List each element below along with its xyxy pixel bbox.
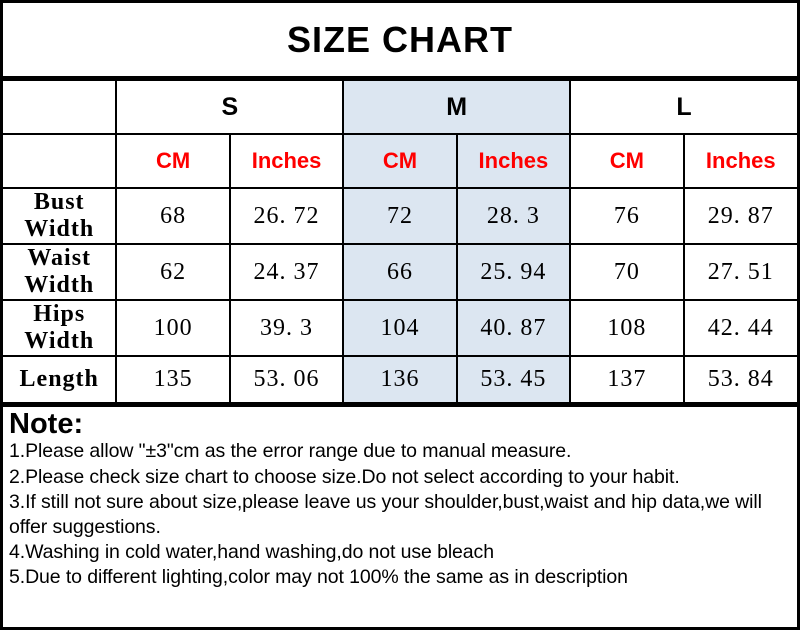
waist-m-cm: 66 xyxy=(343,244,456,300)
page-title: SIZE CHART xyxy=(287,18,513,60)
row-label-waist-width: Waist Width xyxy=(3,244,116,300)
length-l-cm: 137 xyxy=(570,356,683,403)
table-row xyxy=(3,300,797,356)
unit-header-row xyxy=(3,134,797,188)
bust-m-inches: 28. 3 xyxy=(457,188,570,244)
hips-s-inches: 39. 3 xyxy=(230,300,343,356)
note-line-1: 1.Please allow "±3"cm as the error range due to manual measure. xyxy=(9,440,572,463)
unit-l-inches: Inches xyxy=(684,134,797,188)
table-row xyxy=(3,188,797,244)
unit-m-inches: Inches xyxy=(457,134,570,188)
bust-m-cm: 72 xyxy=(343,188,456,244)
hips-m-inches: 40. 87 xyxy=(457,300,570,356)
note-line-5: 5.Due to different lighting,color may not 100% the same as in description xyxy=(9,566,628,589)
waist-m-inches: 25. 94 xyxy=(457,244,570,300)
length-m-cm: 136 xyxy=(343,356,456,403)
note-line-2: 2.Please check size chart to choose size.Do not select according to your habit. xyxy=(9,465,680,488)
unit-m-cm: CM xyxy=(343,134,456,188)
unit-l-cm: CM xyxy=(570,134,683,188)
hips-l-inches: 42. 44 xyxy=(684,300,797,356)
size-header-row xyxy=(3,80,797,134)
waist-l-inches: 27. 51 xyxy=(684,244,797,300)
size-chart-table xyxy=(3,79,797,404)
title-bar xyxy=(3,3,797,79)
unit-row-label xyxy=(3,134,116,188)
row-label-bust-width: Bust Width xyxy=(3,188,116,244)
unit-s-cm: CM xyxy=(116,134,229,188)
length-s-cm: 135 xyxy=(116,356,229,403)
note-line-4: 4.Washing in cold water,hand washing,do not use bleach xyxy=(9,541,494,563)
bust-s-inches: 26. 72 xyxy=(230,188,343,244)
waist-s-cm: 62 xyxy=(116,244,229,300)
unit-s-inches: Inches xyxy=(230,134,343,188)
size-header-s: S xyxy=(116,80,343,134)
length-m-inches: 53. 45 xyxy=(457,356,570,403)
row-label-hips-width: Hips Width xyxy=(3,300,116,356)
waist-s-inches: 24. 37 xyxy=(230,244,343,300)
bust-l-cm: 76 xyxy=(570,188,683,244)
size-header-m: M xyxy=(343,80,570,134)
bust-l-inches: 29. 87 xyxy=(684,188,797,244)
bust-s-cm: 68 xyxy=(116,188,229,244)
hips-m-cm: 104 xyxy=(343,300,456,356)
hips-s-cm: 100 xyxy=(116,300,229,356)
table-row xyxy=(3,356,797,403)
note-heading: Note: xyxy=(9,408,84,440)
length-s-inches: 53. 06 xyxy=(230,356,343,403)
length-l-inches: 53. 84 xyxy=(684,356,797,403)
table-row xyxy=(3,244,797,300)
size-header-l: L xyxy=(570,80,797,134)
hips-l-cm: 108 xyxy=(570,300,683,356)
note-section xyxy=(3,404,797,627)
row-label-header xyxy=(3,80,116,134)
waist-l-cm: 70 xyxy=(570,244,683,300)
note-line-3: 3.If still not sure about size,please leave us your shoulder,bust,waist and hip data,we will offer suggestions. xyxy=(9,490,762,538)
row-label-length: Length xyxy=(3,356,116,403)
